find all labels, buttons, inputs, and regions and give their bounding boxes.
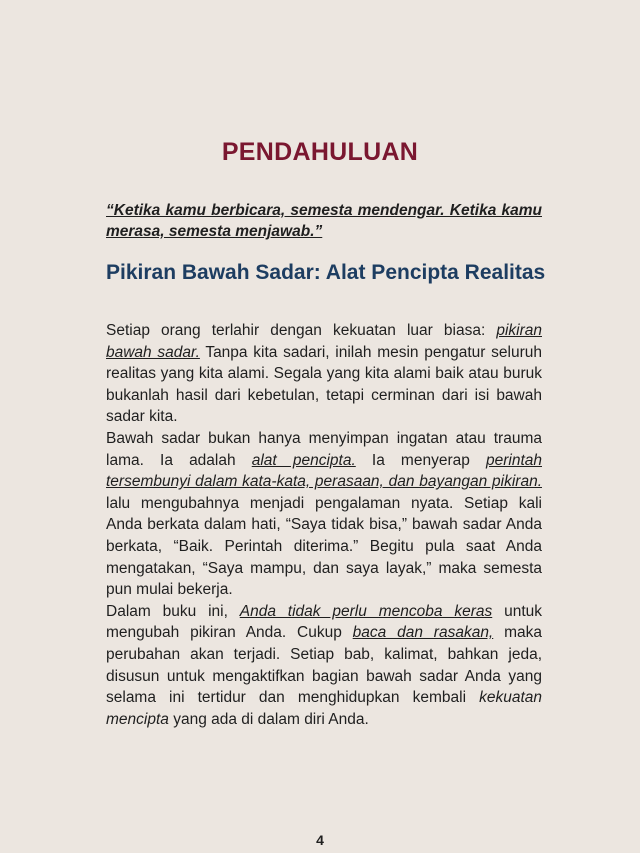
page-number: 4 — [316, 832, 324, 848]
emphasis-underlined: baca dan rasakan, — [352, 624, 494, 642]
section-heading: Pikiran Bawah Sadar: Alat Pencipta Realitas — [106, 261, 546, 284]
emphasis-underlined: pikiran bawah sadar. — [106, 322, 542, 361]
epigraph-quote: “Ketika kamu berbicara, semesta mendengar. Ketika kamu merasa, semesta menjawab.” — [106, 202, 542, 240]
text-span: Ia menyerap — [355, 451, 486, 469]
text-span: Tanpa kita sadari, inilah mesin pengatur seluruh realitas yang kita alami. Segala yang kita alami baik atau buruk bukanlah hasil dari kebetulan, tetapi cerminan dari isi bawah sadar kita. — [106, 343, 542, 426]
text-span: Setiap orang terlahir dengan kekuatan luar biasa: — [106, 322, 497, 339]
body-text — [106, 320, 542, 730]
emphasis-underlined: alat pencipta. — [251, 451, 356, 469]
paragraph-2 — [106, 428, 542, 601]
page-title: PENDAHULUAN — [221, 138, 419, 166]
paragraph-3 — [106, 601, 542, 731]
emphasis-underlined: Anda tidak perlu mencoba keras — [239, 602, 493, 620]
emphasis-italic: kekuatan mencipta — [106, 689, 542, 728]
text-span: Bawah sadar bukan hanya menyimpan ingatan atau trauma lama. Ia adalah — [106, 429, 542, 469]
emphasis-underlined: perintah tersembunyi dalam kata-kata, perasaan, dan bayangan pikiran. — [106, 451, 542, 491]
text-span: untuk mengubah pikiran Anda. Cukup — [106, 602, 542, 642]
text-span: Dalam buku ini, — [106, 602, 240, 620]
paragraph-1 — [106, 320, 542, 428]
text-span: lalu mengubahnya menjadi pengalaman nyata. Setiap kali Anda berkata dalam hati, “Saya tidak bisa,” bawah sadar Anda berkata, “Baik. Perintah diterima.” Begitu pula saat Anda mengatakan, “Saya mampu, dan saya layak,” maka semesta pun mulai bekerja. — [106, 494, 542, 599]
text-span: yang ada di dalam diri Anda. — [168, 710, 369, 728]
text-span: maka perubahan akan terjadi. Setiap bab, kalimat, bahkan jeda, disusun untuk mengaktifkan bagian bawah sadar Anda yang selama ini tertidur dan menghidupkan kembali — [106, 624, 542, 707]
